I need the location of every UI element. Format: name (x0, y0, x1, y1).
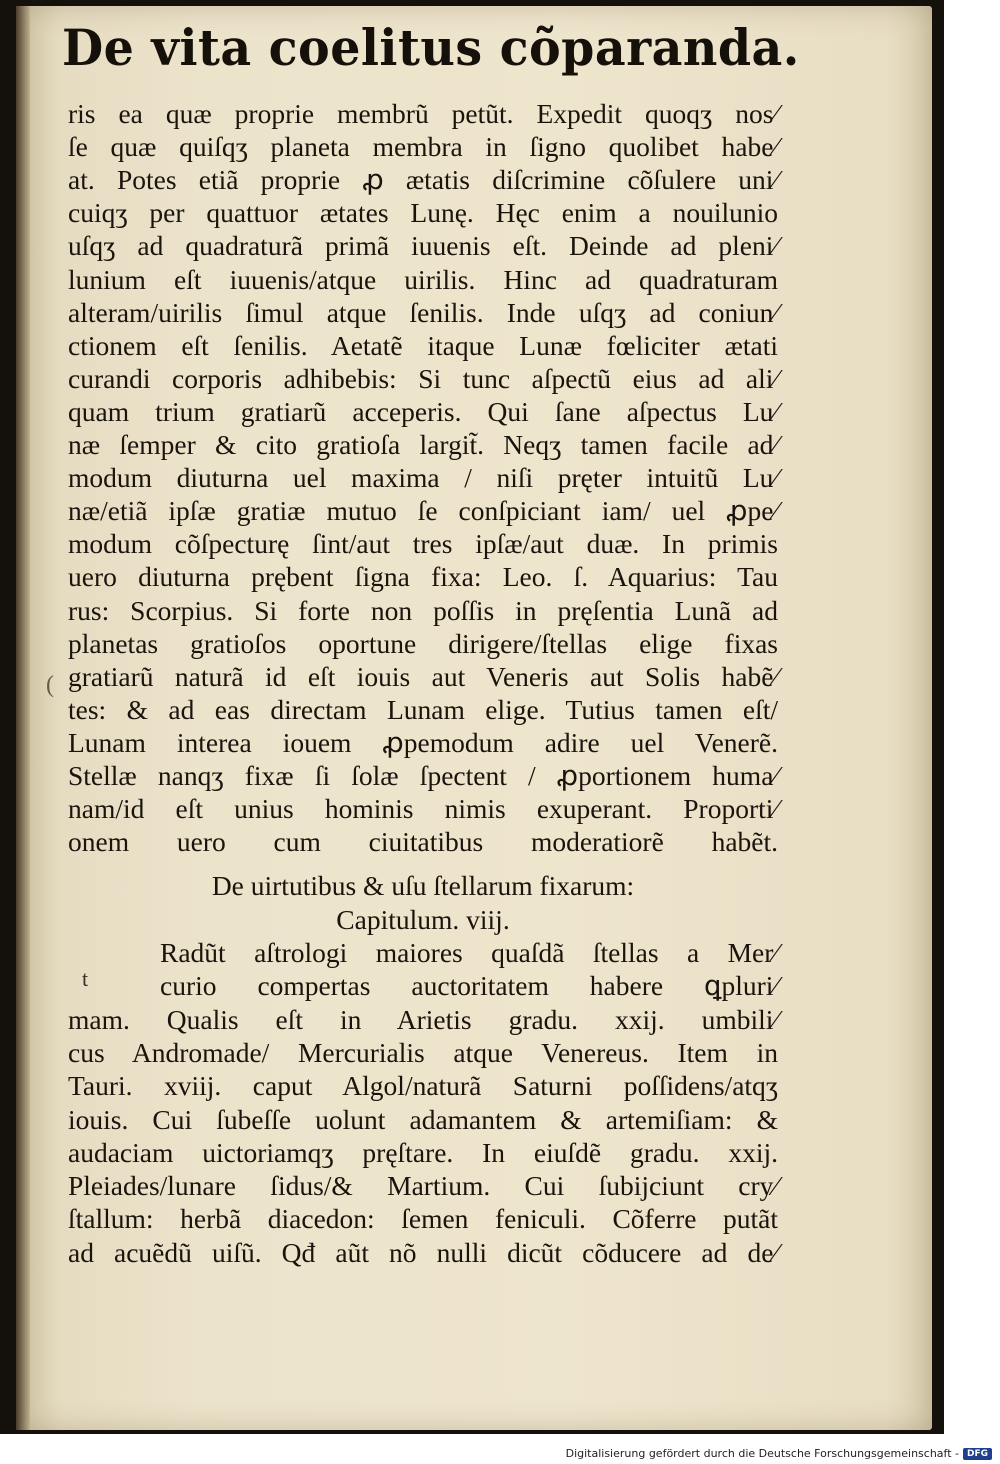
text-line: cus Andromade/ Mercurialis atque Venereus. Item in (68, 1036, 778, 1068)
text-line: rus: Scorpius. Si forte non poſſis in pręſentia Lunã ad (68, 594, 778, 626)
text-line: iouis. Cui ſubeſſe uolunt adamantem & artemiſiam: & (68, 1103, 778, 1135)
text-line: Stellæ nanqʒ fixæ ſi ſolæ ſpectent / ꝓportionem huma⁄ (68, 760, 778, 791)
text-line: alteram/uirilis ſimul atque ſenilis. Inde uſqʒ ad coniun⁄ (68, 296, 778, 328)
text-line: ctionem eſt ſenilis. Aetatẽ itaque Lunæ fœliciter ætati (68, 329, 778, 361)
text-line: quam trium gratiarũ acceperis. Qui ſane aſpectus Lu⁄ (68, 395, 778, 427)
page-gutter (16, 6, 30, 1430)
text-line: cuiqʒ per quattuor ætates Lunę. Hęc enim a nouilunio (68, 197, 778, 229)
footer-text: Digitalisierung gefördert durch die Deutsche Forschungsgemeinschaft - (565, 1447, 959, 1460)
text-line: tes: & ad eas directam Lunam elige. Tutius tamen eſt/ (68, 693, 778, 725)
chapter-number: Capitulum. viij. (336, 904, 510, 935)
text-line: uero diuturna prębent ſigna fixa: Leo. ſ. Aquarius: Tau (68, 561, 778, 593)
chapter-title: De uirtutibus & uſu ſtellarum fixarum: (211, 870, 635, 901)
text-line: audaciam uictoriamqʒ pręſtare. In eiuſdẽ gradu. xxij. (68, 1136, 778, 1168)
text-line: ſtallum: herbã diacedon: ſemen feniculi. Cõferre putãt (68, 1203, 778, 1235)
text-line: Tauri. xviij. caput Algol/naturã Saturni poſſidens/atqʒ (68, 1070, 778, 1102)
text-line: ſe quæ quiſqʒ planeta membra in ſigno quolibet habe⁄ (68, 131, 778, 163)
text-line: næ ſemper & cito gratioſa largit̃. Neqʒ tamen facile ad⁄ (68, 429, 778, 460)
text-line: lunium eſt iuuenis/atque uirilis. Hinc ad quadraturam (68, 263, 778, 295)
running-header: De vita coelitus cõparanda. (62, 18, 800, 77)
text-line: gratiarũ naturã id eſt iouis aut Veneris aut Solis habẽ⁄ (68, 660, 778, 692)
text-line: ris ea quæ proprie membrũ petũt. Expedit quoqʒ nos⁄ (68, 98, 778, 129)
marginal-bracket: ( (46, 672, 54, 698)
text-line: ad acuẽdũ uiſũ. Qđ aũt nõ nulli dicũt cõducere ad de⁄ (68, 1236, 778, 1268)
text-line: uſqʒ ad quadraturã primã iuuenis eſt. Deinde ad pleni⁄ (68, 230, 778, 262)
text-line: onem uero cum ciuitatibus moderatiorẽ habẽt. (68, 826, 778, 858)
dfg-logo: DFG (963, 1448, 992, 1460)
text-line: næ/etiã ipſæ gratiæ mutuo ſe conſpiciant iam/ uel ꝓpe⁄ (68, 495, 778, 527)
text-line: Lunam interea iouem ꝓpemodum adire uel Venerẽ. (68, 726, 778, 758)
text-line: nam/id eſt unius hominis nimis exuperant. Proporti⁄ (68, 793, 778, 825)
text-line: modum cõſpecturę ſint/aut tres ipſæ/aut duæ. In primis (68, 528, 778, 560)
text-line: Pleiades/lunare ſidus/& Martium. Cui ſubijciunt cry⁄ (68, 1170, 778, 1202)
text-line: at. Potes etiã proprie ꝓ ætatis diſcrimine cõſulere uni⁄ (68, 164, 778, 196)
text-line: modum diuturna uel maxima / niſi pręter intuitũ Lu⁄ (68, 462, 778, 494)
text-line: curandi corporis adhibebis: Si tunc aſpectũ eius ad ali⁄ (68, 362, 778, 394)
text-line: Radũt aſtrologi maiores quaſdã ſtellas a Mer⁄ (160, 937, 778, 968)
digitization-footer (566, 1447, 992, 1460)
text-line: mam. Qualis eſt in Arietis gradu. xxij. umbili⁄ (68, 1003, 778, 1035)
text-line: curio compertas auctoritatem habere ꝗpluri⁄ (160, 970, 778, 1002)
text-line: planetas gratioſos oportune dirigere/ſtellas elige fixas (68, 627, 778, 659)
marginal-note: t (82, 966, 89, 991)
